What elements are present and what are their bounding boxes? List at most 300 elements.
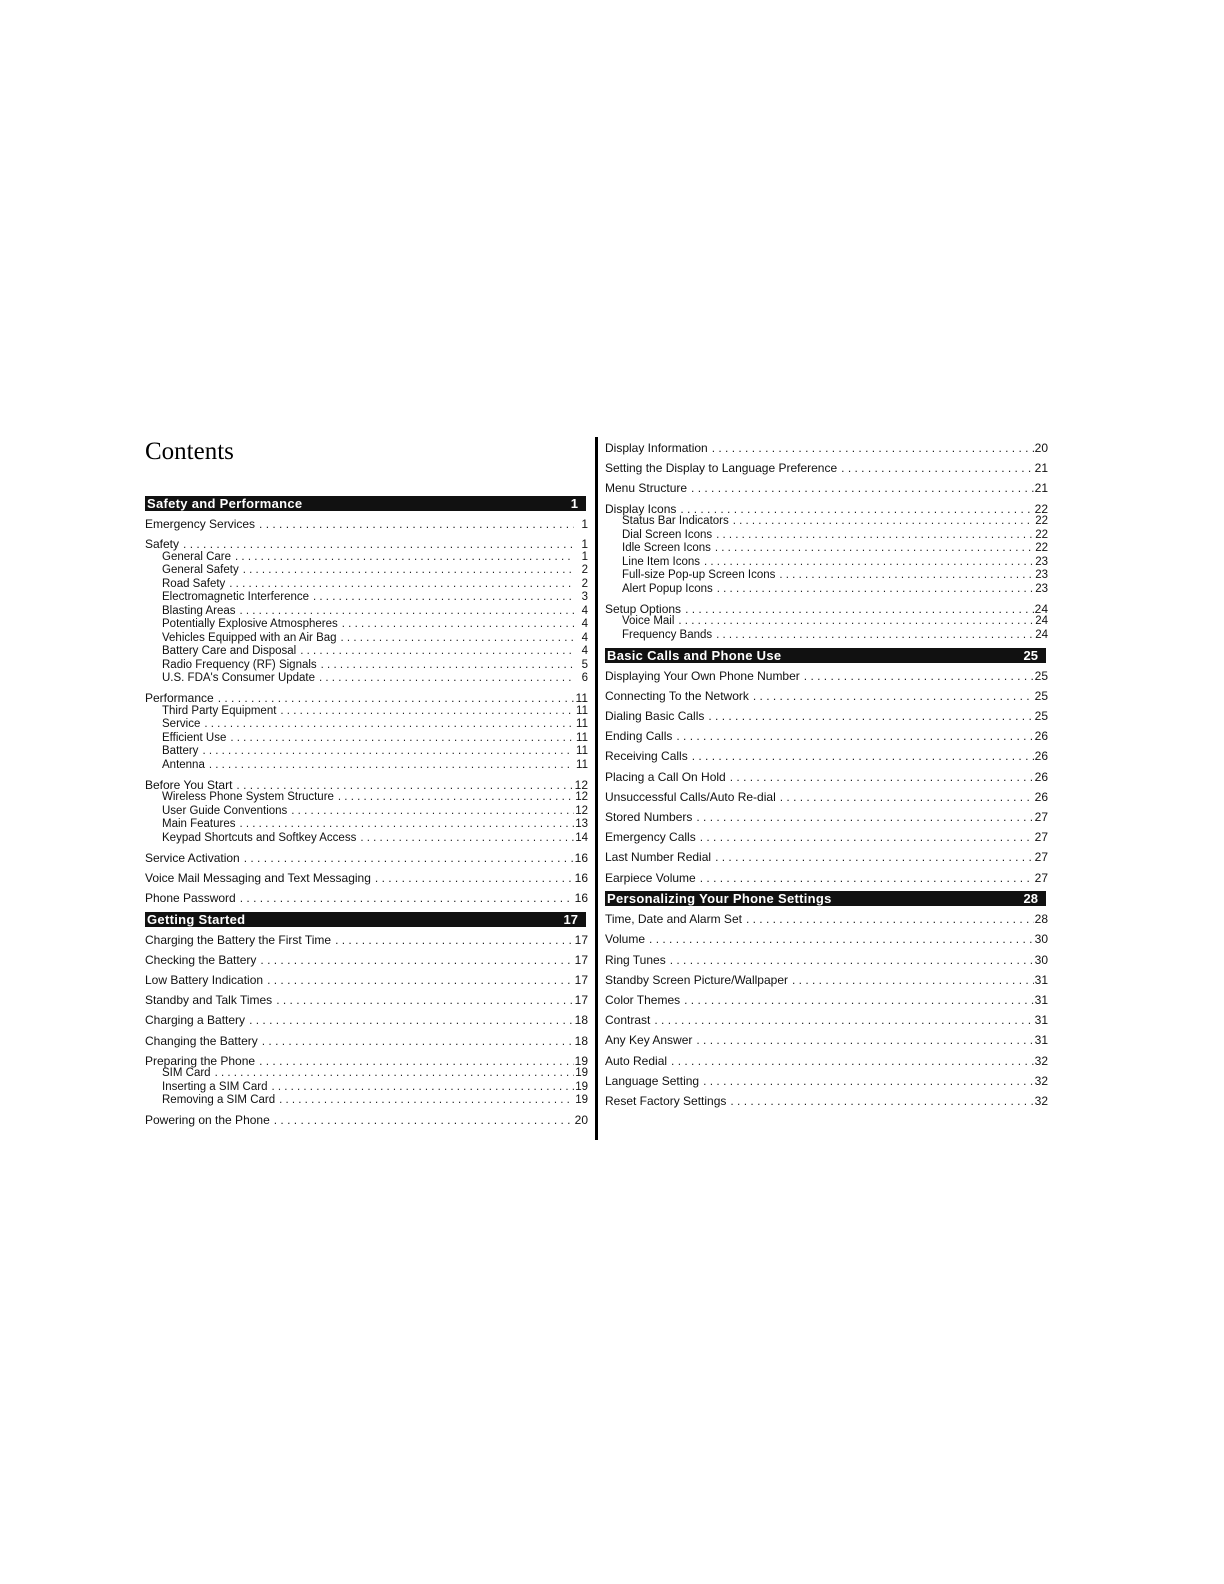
dot-leader: [275, 1094, 574, 1107]
toc-entry-page: 22: [1034, 501, 1048, 516]
toc-entry-page: 32: [1034, 1093, 1048, 1108]
toc-entry-title: Electromagnetic Interference: [162, 591, 310, 604]
dot-leader: [276, 705, 574, 718]
toc-entry[interactable]: [145, 1054, 588, 1068]
section-header[interactable]: [145, 496, 588, 511]
dot-leader: [696, 871, 1034, 885]
dot-leader: [674, 615, 1034, 628]
toc-entry-page: 31: [1034, 992, 1048, 1007]
toc-entry-title: Keypad Shortcuts and Softkey Access: [162, 831, 357, 844]
dot-leader: [837, 461, 1034, 475]
toc-entry-title: Reset Factory Settings: [605, 1093, 727, 1108]
toc-entry-title: Blasting Areas: [162, 604, 236, 617]
toc-entry[interactable]: [605, 871, 1048, 885]
toc-entry-title: User Guide Conventions: [162, 804, 288, 817]
dot-leader: [687, 481, 1034, 495]
toc-entry-page: 16: [574, 870, 588, 885]
toc-entry-title: Color Themes: [605, 992, 681, 1007]
toc-entry[interactable]: [605, 709, 1048, 723]
toc-entry-page: 11: [576, 745, 588, 758]
toc-entry[interactable]: [605, 749, 1048, 763]
toc-entry[interactable]: [145, 891, 588, 905]
toc-entry-title: Displaying Your Own Phone Number: [605, 668, 800, 683]
toc-entry-page: 17: [574, 952, 588, 967]
dot-leader: [676, 502, 1034, 516]
dot-leader: [225, 578, 574, 591]
toc-entry-title: Auto Redial: [605, 1053, 668, 1068]
toc-entry-page: 24: [1035, 615, 1048, 628]
dot-leader: [270, 1113, 574, 1127]
toc-entry-page: 16: [574, 850, 588, 865]
toc-entry-title: Ending Calls: [605, 729, 673, 744]
toc-entry[interactable]: [605, 790, 1048, 804]
toc-entry[interactable]: [605, 481, 1048, 495]
toc-entry-page: 28: [1034, 912, 1048, 927]
toc-entry-page: 17: [574, 993, 588, 1008]
dot-leader: [692, 1033, 1034, 1047]
toc-entry-page: 31: [1034, 1013, 1048, 1028]
toc-entry-page: 17: [574, 932, 588, 947]
toc-entry[interactable]: [605, 1033, 1048, 1047]
toc-entry-page: 31: [1034, 1033, 1048, 1048]
toc-entry[interactable]: [605, 973, 1048, 987]
toc-entry-page: 27: [1034, 810, 1048, 824]
toc-entry-page: 20: [1034, 441, 1048, 455]
toc-entry[interactable]: [605, 461, 1048, 475]
dot-leader: [713, 583, 1034, 596]
toc-entry-page: 25: [1034, 709, 1048, 723]
toc-entry-page: 25: [1034, 688, 1048, 703]
toc-entry[interactable]: [605, 810, 1048, 824]
dot-leader: [338, 618, 574, 631]
toc-entry-page: 2: [581, 577, 588, 590]
dot-leader: [672, 729, 1034, 743]
toc-entry-title: Radio Frequency (RF) Signals: [162, 658, 317, 671]
toc-entry-page: 26: [1034, 749, 1048, 764]
toc-entry-title: Receiving Calls: [605, 749, 688, 764]
toc-entry[interactable]: [145, 591, 588, 604]
toc-entry-page: 27: [1034, 850, 1048, 865]
dot-leader: [688, 749, 1034, 763]
toc-entry[interactable]: [145, 759, 588, 772]
toc-entry-page: 1: [581, 517, 588, 531]
toc-entry-title: Efficient Use: [162, 731, 227, 744]
dot-leader: [650, 1013, 1034, 1027]
dot-leader: [232, 778, 574, 792]
dot-leader: [239, 564, 574, 577]
toc-entry-title: U.S. FDA's Consumer Update: [162, 672, 316, 685]
toc-entry-title: Stored Numbers: [605, 810, 693, 824]
toc-entry[interactable]: [145, 1013, 588, 1027]
section-header[interactable]: [145, 912, 588, 927]
toc-entry-title: General Safety: [162, 564, 239, 577]
toc-entry-page: 1: [581, 550, 588, 563]
toc-entry-title: Phone Password: [145, 891, 236, 906]
toc-entry-title: Emergency Calls: [605, 830, 696, 845]
toc-entry-page: 12: [575, 791, 588, 804]
toc-entry-page: 25: [1034, 668, 1048, 683]
toc-entry-title: Service: [162, 718, 201, 731]
section-end-mark: [1046, 891, 1048, 906]
toc-entry-page: 11: [576, 731, 588, 744]
toc-entry-page: 2: [581, 564, 588, 577]
dot-leader: [356, 832, 574, 845]
toc-entry[interactable]: [145, 605, 588, 618]
toc-entry-title: Placing a Call On Hold: [605, 769, 726, 784]
toc-entry[interactable]: [605, 729, 1048, 743]
toc-entry[interactable]: [145, 953, 588, 967]
toc-entry-title: Main Features: [162, 818, 236, 831]
dot-leader: [337, 632, 574, 645]
toc-entry-title: Language Setting: [605, 1073, 700, 1088]
toc-entry[interactable]: [605, 1054, 1048, 1068]
toc-entry[interactable]: [145, 1081, 588, 1094]
toc-entry[interactable]: [605, 993, 1048, 1007]
toc-entry-page: 22: [1035, 515, 1048, 528]
dot-leader: [775, 569, 1034, 582]
toc-entry[interactable]: [145, 993, 588, 1007]
toc-entry[interactable]: [145, 933, 588, 947]
toc-entry-title: Wireless Phone System Structure: [162, 791, 334, 804]
dot-leader: [645, 932, 1034, 946]
toc-entry[interactable]: [145, 778, 588, 792]
toc-entry-page: 26: [1034, 769, 1048, 784]
dot-leader: [236, 891, 574, 905]
toc-entry-title: Changing the Battery: [145, 1033, 258, 1048]
toc-entry-title: Low Battery Indication: [145, 973, 264, 987]
dot-leader: [729, 515, 1034, 528]
toc-entry[interactable]: [605, 515, 1048, 528]
toc-entry[interactable]: [145, 1067, 588, 1080]
toc-entry[interactable]: [145, 691, 588, 705]
toc-entry[interactable]: [145, 705, 588, 718]
toc-entry-page: 11: [575, 691, 588, 706]
toc-entry-title: Voice Mail Messaging and Text Messaging: [145, 870, 371, 885]
toc-entry-title: Setup Options: [605, 601, 682, 616]
toc-entry-page: 16: [574, 891, 588, 906]
toc-entry-page: 6: [581, 672, 588, 685]
section-end-mark: [1046, 648, 1048, 663]
dot-leader: [267, 1081, 574, 1094]
toc-entry-title: Charging the Battery the First Time: [145, 932, 332, 947]
toc-entry-page: 11: [576, 758, 588, 771]
dot-leader: [696, 830, 1034, 844]
toc-entry-title: Road Safety: [162, 577, 226, 590]
section-page: 25: [1020, 648, 1042, 663]
toc-entry[interactable]: [605, 689, 1048, 703]
dot-leader: [700, 556, 1034, 569]
toc-entry[interactable]: [605, 441, 1048, 455]
dot-leader: [255, 1054, 574, 1068]
toc-entry[interactable]: [605, 502, 1048, 516]
toc-entry[interactable]: [145, 672, 588, 685]
dot-leader: [331, 933, 574, 947]
toc-entry-page: 22: [1035, 528, 1048, 541]
toc-entry-page: 24: [1034, 601, 1048, 616]
dot-leader: [749, 689, 1034, 703]
toc-entry[interactable]: [145, 745, 588, 758]
toc-entry-page: 18: [574, 1033, 588, 1048]
toc-entry-title: Alert Popup Icons: [622, 582, 713, 595]
dot-leader: [666, 953, 1034, 967]
toc-entry-title: Dialing Basic Calls: [605, 709, 705, 723]
toc-entry-title: Full-size Pop-up Screen Icons: [622, 569, 776, 582]
toc-entry[interactable]: [605, 1013, 1048, 1027]
toc-entry-page: 11: [576, 718, 588, 731]
toc-entry-title: Checking the Battery: [145, 952, 257, 967]
toc-entry-title: Status Bar Indicators: [622, 515, 729, 528]
dot-leader: [309, 591, 574, 604]
section-page: 1: [567, 496, 582, 511]
toc-entry-title: Menu Structure: [605, 481, 688, 496]
toc-entry[interactable]: [145, 537, 588, 551]
toc-entry-title: Inserting a SIM Card: [162, 1080, 268, 1093]
section-header[interactable]: [605, 648, 1048, 663]
dot-leader: [800, 669, 1034, 683]
toc-entry[interactable]: [145, 1094, 588, 1107]
dot-leader: [315, 672, 574, 685]
toc-entry-title: Idle Screen Icons: [622, 542, 711, 555]
toc-entry-page: 30: [1034, 932, 1048, 947]
dot-leader: [272, 993, 574, 1007]
toc-entry-title: Unsuccessful Calls/Auto Re-dial: [605, 789, 776, 804]
toc-entry[interactable]: [145, 517, 588, 531]
dot-leader: [236, 605, 574, 618]
toc-entry[interactable]: [145, 805, 588, 818]
toc-entry[interactable]: [605, 912, 1048, 926]
toc-entry-title: Battery Care and Disposal: [162, 645, 297, 658]
section-page: 28: [1020, 891, 1042, 906]
toc-entry[interactable]: [605, 583, 1048, 596]
dot-leader: [198, 745, 574, 758]
dot-leader: [287, 805, 574, 818]
toc-entry[interactable]: [145, 973, 588, 987]
dot-leader: [711, 542, 1034, 555]
toc-entry-page: 21: [1034, 461, 1048, 476]
toc-entry-title: Connecting To the Network: [605, 688, 749, 703]
toc-entry[interactable]: [145, 718, 588, 731]
toc-entry[interactable]: [145, 732, 588, 745]
toc-entry-title: Contrast: [605, 1013, 651, 1028]
page-title: Contents: [145, 438, 234, 465]
dot-leader: [200, 718, 574, 731]
toc-entry[interactable]: [605, 602, 1048, 616]
toc-entry-page: 13: [575, 818, 588, 831]
dot-leader: [317, 659, 574, 672]
toc-entry[interactable]: [605, 556, 1048, 569]
dot-leader: [258, 1034, 574, 1048]
toc-entry-title: Third Party Equipment: [162, 704, 277, 717]
dot-leader: [371, 871, 574, 885]
toc-entry[interactable]: [605, 629, 1048, 642]
toc-entry-title: General Care: [162, 550, 232, 563]
toc-entry-title: Standby Screen Picture/Wallpaper: [605, 972, 788, 987]
dot-leader: [681, 602, 1034, 616]
dot-leader: [214, 691, 574, 705]
toc-entry-page: 24: [1035, 628, 1048, 641]
toc-entry-title: Voice Mail: [622, 615, 675, 628]
toc-entry-page: 32: [1034, 1073, 1048, 1088]
toc-entry-title: Before You Start: [145, 777, 233, 792]
dot-leader: [712, 629, 1034, 642]
dot-leader: [245, 1013, 574, 1027]
dot-leader: [256, 953, 574, 967]
toc-entry-page: 32: [1034, 1053, 1048, 1068]
toc-entry-page: 17: [574, 973, 588, 987]
toc-entry-page: 31: [1034, 972, 1048, 987]
dot-leader: [680, 993, 1034, 1007]
toc-entry[interactable]: [605, 615, 1048, 628]
dot-leader: [667, 1054, 1034, 1068]
toc-entry-title: Setting the Display to Language Preference: [605, 461, 838, 476]
toc-entry-page: 4: [581, 618, 588, 631]
toc-entry-title: Charging a Battery: [145, 1013, 246, 1028]
toc-entry-title: Display Icons: [605, 501, 677, 516]
toc-entry-title: Antenna: [162, 758, 205, 771]
dot-leader: [692, 810, 1034, 824]
toc-entry[interactable]: [605, 770, 1048, 784]
toc-entry-page: 19: [574, 1053, 588, 1068]
dot-leader: [776, 790, 1034, 804]
toc-entry-page: 12: [574, 777, 588, 792]
toc-entry-page: 23: [1035, 569, 1048, 582]
toc-entry-title: Ring Tunes: [605, 952, 666, 967]
toc-entry-title: Line Item Icons: [622, 555, 700, 568]
dot-leader: [263, 973, 574, 987]
toc-entry-title: Display Information: [605, 441, 708, 455]
toc-entry-page: 11: [576, 704, 588, 717]
toc-entry-page: 21: [1034, 481, 1048, 496]
toc-entry-page: 4: [581, 604, 588, 617]
dot-leader: [236, 818, 574, 831]
toc-entry-page: 18: [574, 1013, 588, 1028]
column-divider: [595, 437, 598, 1140]
toc-entry-title: Frequency Bands: [622, 628, 713, 641]
toc-entry[interactable]: [145, 818, 588, 831]
dot-leader: [726, 770, 1034, 784]
dot-leader: [711, 850, 1034, 864]
toc-entry[interactable]: [145, 851, 588, 865]
toc-entry-title: Any Key Answer: [605, 1033, 693, 1048]
dot-leader: [699, 1074, 1034, 1088]
toc-entry[interactable]: [145, 832, 588, 845]
section-end-mark: [586, 912, 588, 927]
toc-entry-page: 27: [1034, 830, 1048, 845]
dot-leader: [231, 551, 574, 564]
toc-entry[interactable]: [145, 632, 588, 645]
toc-entry[interactable]: [145, 564, 588, 577]
dot-leader: [704, 709, 1034, 723]
toc-entry[interactable]: [145, 791, 588, 804]
toc-entry-title: Emergency Services: [145, 517, 256, 531]
toc-entry-page: 20: [574, 1113, 588, 1128]
toc-entry-page: 1: [581, 537, 588, 552]
toc-entry[interactable]: [605, 932, 1048, 946]
toc-entry[interactable]: [605, 1094, 1048, 1108]
toc-entry-title: Volume: [605, 932, 646, 947]
toc-entry[interactable]: [605, 850, 1048, 864]
toc-entry-page: 23: [1035, 582, 1048, 595]
section-end-mark: [586, 496, 588, 511]
dot-leader: [296, 645, 574, 658]
dot-leader: [179, 537, 574, 551]
toc-entry[interactable]: [605, 542, 1048, 555]
toc-entry[interactable]: [145, 1113, 588, 1127]
toc-entry-title: Earpiece Volume: [605, 870, 696, 885]
toc-entry[interactable]: [145, 871, 588, 885]
toc-entry[interactable]: [145, 618, 588, 631]
dot-leader: [712, 529, 1034, 542]
toc-entry-page: 19: [575, 1094, 588, 1107]
toc-entry-title: SIM Card: [162, 1067, 211, 1080]
dot-leader: [788, 973, 1034, 987]
toc-entry[interactable]: [605, 569, 1048, 582]
toc-entry[interactable]: [145, 645, 588, 658]
dot-leader: [708, 441, 1034, 455]
dot-leader: [226, 732, 574, 745]
dot-leader: [742, 912, 1034, 926]
toc-entry-page: 3: [581, 591, 588, 604]
toc-entry-title: Powering on the Phone: [145, 1113, 270, 1128]
toc-entry-title: Removing a SIM Card: [162, 1094, 276, 1107]
toc-entry-page: 30: [1034, 952, 1048, 967]
toc-entry-page: 26: [1034, 729, 1048, 744]
toc-entry[interactable]: [605, 830, 1048, 844]
section-title: Safety and Performance: [147, 496, 303, 511]
toc-entry-title: Potentially Explosive Atmospheres: [162, 618, 338, 631]
toc-entry-page: 27: [1034, 870, 1048, 885]
toc-entry-title: Time, Date and Alarm Set: [605, 912, 742, 927]
dot-leader: [205, 759, 574, 772]
section-title: Personalizing Your Phone Settings: [607, 891, 832, 907]
toc-entry-page: 4: [581, 645, 588, 658]
toc-entry-page: 4: [581, 631, 588, 644]
toc-entry-page: 19: [575, 1067, 588, 1080]
toc-entry-page: 23: [1035, 555, 1048, 568]
dot-leader: [240, 851, 574, 865]
toc-entry[interactable]: [605, 669, 1048, 683]
toc-entry[interactable]: [605, 529, 1048, 542]
section-title: Getting Started: [147, 911, 246, 927]
toc-entry-title: Dial Screen Icons: [622, 528, 713, 541]
toc-entry-title: Performance: [145, 691, 214, 706]
toc-entry[interactable]: [605, 953, 1048, 967]
toc-entry-page: 26: [1034, 789, 1048, 804]
toc-entry[interactable]: [145, 659, 588, 672]
toc-entry-page: 19: [575, 1080, 588, 1093]
toc-entry-page: 5: [581, 658, 588, 671]
toc-entry-page: 12: [575, 804, 588, 817]
section-header[interactable]: [605, 891, 1048, 906]
section-title: Basic Calls and Phone Use: [607, 647, 782, 663]
toc-entry-title: Preparing the Phone: [145, 1053, 256, 1068]
toc-entry[interactable]: [145, 551, 588, 564]
dot-leader: [255, 517, 574, 531]
toc-entry[interactable]: [145, 1034, 588, 1048]
toc-entry[interactable]: [605, 1074, 1048, 1088]
toc-entry-title: Standby and Talk Times: [145, 993, 273, 1008]
toc-entry-page: 14: [575, 831, 588, 844]
toc-entry-title: Last Number Redial: [605, 850, 712, 865]
section-page: 17: [560, 912, 582, 927]
dot-leader: [334, 791, 574, 804]
toc-entry-title: Battery: [162, 745, 199, 758]
dot-leader: [211, 1067, 574, 1080]
toc-entry-page: 22: [1035, 542, 1048, 555]
toc-entry[interactable]: [145, 578, 588, 591]
toc-entry-title: Safety: [145, 537, 180, 552]
toc-entry-title: Vehicles Equipped with an Air Bag: [162, 631, 337, 644]
